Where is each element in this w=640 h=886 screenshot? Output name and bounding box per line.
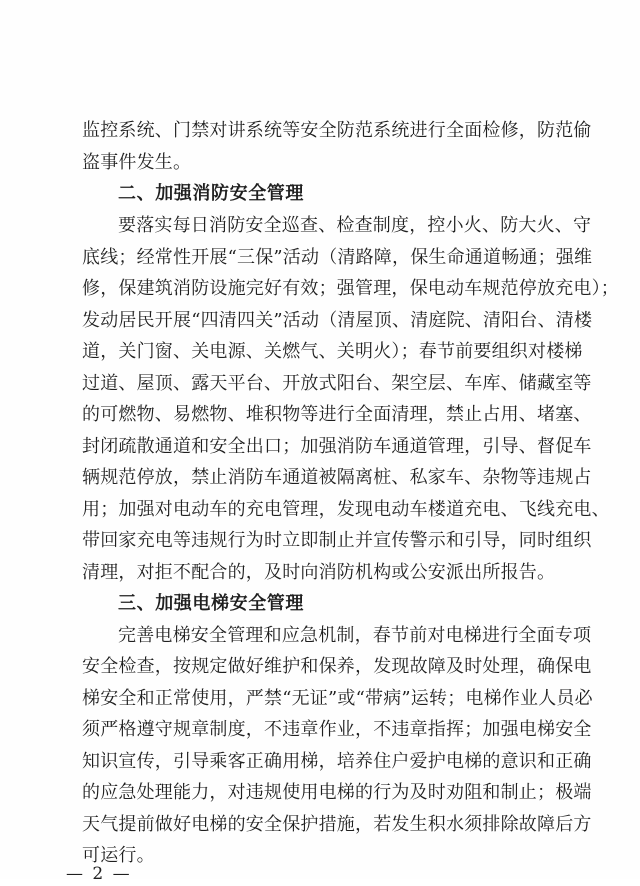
paragraph-line: 封闭疏散通道和安全出口；加强消防车通道管理，引导、督促车: [82, 436, 592, 457]
section-heading-elevator-safety: 三、加强电梯安全管理: [118, 593, 304, 614]
section-heading-fire-safety: 二、加强消防安全管理: [118, 183, 304, 204]
paragraph-line: 梯安全和正常使用，严禁“无证”或“带病”运转；电梯作业人员必: [82, 688, 593, 709]
paragraph-line: 发动居民开展“四清四关”活动（清屋顶、清庭院、清阳台、清楼: [82, 310, 593, 331]
paragraph-line: 天气提前做好电梯的安全保护措施，若发生积水须排除故障后方: [82, 814, 592, 835]
paragraph-line: 监控系统、门禁对讲系统等安全防范系统进行全面检修，防范偷: [82, 120, 592, 141]
paragraph-line: 用；加强对电动车的充电管理，发现电动车楼道充电、飞线充电、: [82, 499, 610, 520]
paragraph-line: 辆规范停放，禁止消防车通道被隔离桩、私家车、杂物等违规占: [82, 467, 592, 488]
paragraph-line: 清理，对拒不配合的，及时向消防机构或公安派出所报告。: [82, 562, 556, 583]
paragraph-line: 带回家充电等违规行为时立即制止并宣传警示和引导，同时组织: [82, 530, 592, 551]
paragraph-line: 道，关门窗、关电源、关燃气、关明火）；春节前要组织对楼梯: [82, 341, 583, 362]
paragraph-line: 过道、屋顶、露天平台、开放式阳台、架空层、车库、储藏室等: [82, 373, 592, 394]
paragraph-line: 要落实每日消防安全巡查、检查制度，控小火、防大火、守: [118, 215, 592, 236]
paragraph-line: 的可燃物、易燃物、堆积物等进行全面清理，禁止占用、堵塞、: [82, 404, 592, 425]
page-number: — 2 —: [66, 864, 132, 884]
paragraph-line: 的应急处理能力，对违规使用电梯的行为及时劝阻和制止；极端: [82, 782, 592, 803]
paragraph-line: 底线；经常性开展“三保”活动（清路障，保生命通道畅通；强维: [82, 247, 593, 268]
paragraph-line: 可运行。: [82, 845, 155, 866]
paragraph-line: 须严格遵守规章制度，不违章作业，不违章指挥；加强电梯安全: [82, 719, 592, 740]
paragraph-line: 修，保建筑消防设施完好有效；强管理，保电动车规范停放充电）；: [82, 278, 619, 299]
paragraph-line: 知识宣传，引导乘客正确用梯，培养住户爱护电梯的意识和正确: [82, 751, 592, 772]
paragraph-line: 盗事件发生。: [82, 152, 192, 173]
paragraph-line: 安全检查，按规定做好维护和保养，发现故障及时处理，确保电: [82, 656, 592, 677]
paragraph-line: 完善电梯安全管理和应急机制，春节前对电梯进行全面专项: [118, 625, 592, 646]
